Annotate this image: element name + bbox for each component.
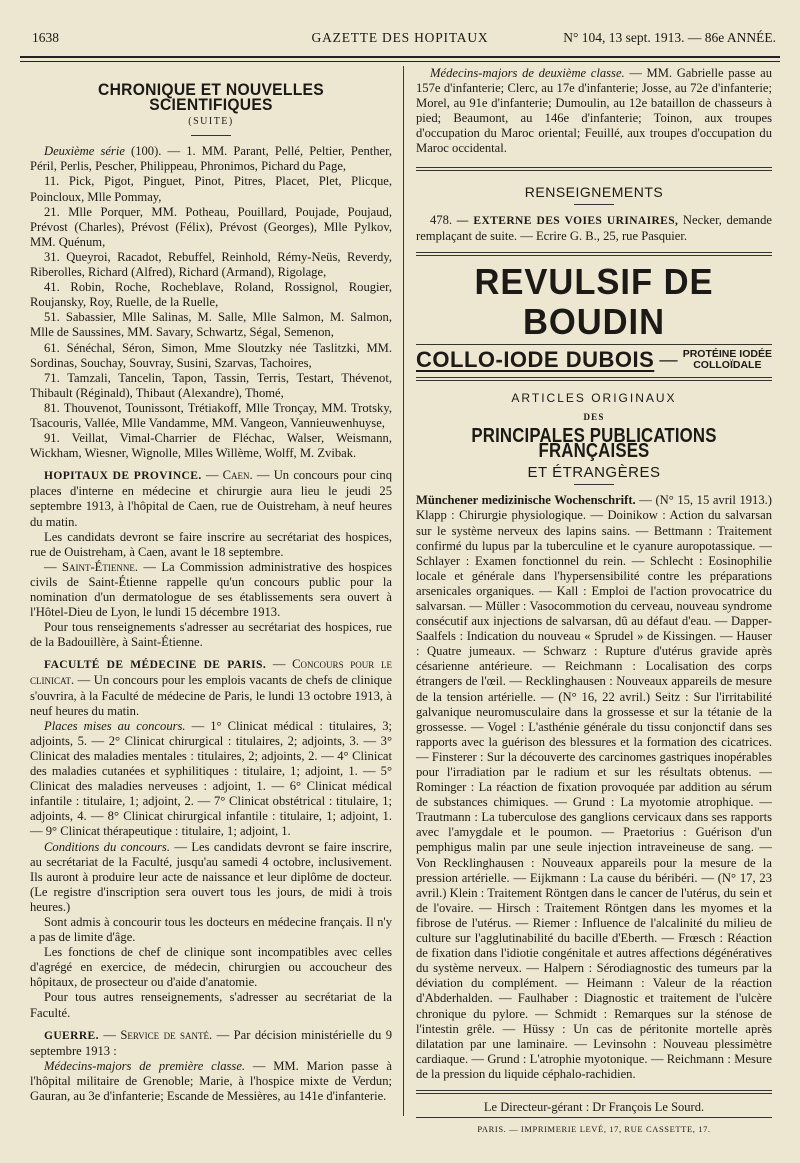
section-title: CHRONIQUE ET NOUVELLES SCIENTIFIQUES [98, 80, 324, 115]
list-paragraph: 81. Thouvenot, Tounissont, Trétiakoff, Mlle Tronçay, MM. Trotsky, Tsacouris, Vallée, Mlle Vandamme, MM. Vangeon, Vannieuwenhuyse, [30, 400, 392, 430]
renseignements-title: RENSEIGNEMENTS [524, 183, 664, 200]
news-text: — Les candidats devront se faire inscrire, au secrétariat de la Faculté, jusqu'au samedi 4 octobre, inclusivement. Ils auront à produire leur acte de naissance et leur diplôme de docteur. (Le registre d'inscription sera ouvert tous les jours, de midi à trois heures.) [30, 839, 392, 914]
advert-desc-line2: COLLOÏDALE [693, 358, 762, 371]
news-paragraph [416, 66, 772, 157]
news-paragraph: Les fonctions de chef de clinique sont incompatibles avec celles d'agrégé en exercice, de médecin, chirurgien ou accoucheur des hôpitaux, de prosecteur ou d'aide d'anatomie. [30, 945, 392, 990]
news-text: — MM. Marion passe à l'hôpital militaire de Grenoble; Marie, à l'hospice mixte de Verdun; Gauran, au 3e d'infanterie; Escande de Messières, au 141e d'infanterie. [30, 1058, 392, 1103]
articles-title: ARTICLES ORIGINAUX [511, 390, 677, 405]
news-label: Médecins-majors de deuxième classe. [430, 66, 625, 80]
journal-name: Münchener medizinische Wochenschrift. [416, 493, 636, 508]
news-paragraph [30, 1028, 392, 1059]
list-paragraph: 21. Mlle Porquer, MM. Potheau, Pouillard, Poujade, Poujaud, Prévost (Charles), Prévost (Félix), Prévost (Georges), Mlle Pylkov, MM. Quénum, [30, 204, 392, 249]
news-label: Médecins-majors de première classe. [44, 1058, 246, 1073]
ad-rule-mid [416, 344, 772, 345]
ad-heading: — EXTERNE DES VOIES URINAIRES, [452, 214, 679, 227]
advert-desc-line1: PROTÉINE IODÉE [682, 347, 772, 360]
news-subheading: — Caen. [201, 468, 253, 483]
news-paragraph: Pour tous renseignements s'adresser au secrétariat des hospices, rue de la Badouillère, à Saint-Étienne. [30, 620, 392, 650]
news-subheading: — Concours pour le clinicat. [30, 657, 392, 688]
news-text: — MM. Gabrielle passe au 157e d'infanterie; Clerc, au 17e d'infanterie; Josse, au 72e d'infanterie; Morel, au 91e d'infanterie; Dumoulin, au 12e bataillon de chasseurs à pied; Beaumont, au 146e d'infanterie; Toinon, aux troupes d'occupation du Maroc oriental; Feuillé, aux troupes d'occupation du Maroc occidental. [416, 66, 772, 156]
news-paragraph [30, 560, 392, 620]
news-paragraph: Pour tous autres renseignements, s'adresser au secrétariat de la Faculté. [30, 990, 392, 1020]
advert-dash: — [659, 349, 678, 370]
advert-collo-iode [416, 349, 772, 371]
advert-description [683, 349, 772, 371]
title-rule [191, 135, 231, 136]
section-rule [416, 167, 772, 171]
footer-rule [416, 1090, 772, 1094]
page-header [20, 30, 780, 54]
ad-text: Necker, demande remplaçant de suite. — Ecrire G. B., 25, rue Pasquier. [416, 212, 772, 243]
director-line: Le Directeur-gérant : Dr François Le Sourd. [483, 1099, 705, 1114]
news-label: Conditions du concours. [44, 839, 170, 854]
journal-title: GAZETTE DES HOPITAUX [311, 30, 489, 45]
news-paragraph [30, 1059, 392, 1104]
news-text: — Un concours pour cinq places d'interne en médecine et chirurgie aura lieu le jeudi 25 septembre 1913, à l'hôpital de Caen, rue de Ouistreham, à neuf heures du matin. [30, 468, 392, 529]
review-text: — (N° 15, 15 avril 1913.) Klapp : Chirurgie physiologique. — Doinikow : Action du salvarsan sur le système nerveux des lapins sains. — Bettmann : Traitement confirmé du lupus par la tuberculine et le cyanure auropotassique. — Schlayer : Examen fonctionnel du rein. — Schlecht : Eosinophilie locale et générale dans l'hypersensibilité contre les préparations arsenicales organiques. — Kall : Emploi de l'action provocatrice du salvarsan. — Müller : Vasocommotion du cerveau, nouveau syndrome consécutif aux injections de salvarsan, dû au défaut d'eau. — Dapper-Saalfels : Indication du nouveau « Sprudel » de Kissingen. — Hauser : Quatre jumeaux. — Schwarz : Rupture d'utérus gravide après césarienne antérieure. — Reichmann : Localisation des corps étrangers de l'œil. — Recklinghausen : Nouveaux appareils de mesure de la tension artérielle. — (N° 16, 22 avril.) Seitz : Sur l'irritabilité galvanique neuromusculaire dans la grossesse et sur la tétanie de la grossesse. — Vogel : L'asthénie générale du tissu conjonctif dans ses rapports avec la guérison des blessures et la formation des cicatrices. — Finsterer : Sur la découverte des carcinomes gastriques inopérables pour l'irradiation par le radium et sur les résultats obtenus. — Rominger : La réaction de fixation provoquée par addition au sérum de substances chimiques. — Grund : La myotomie atrophique. — Trautmann : La tuberculose des ganglions cervicaux dans ses rapports avec l'amygdale et le poumon. — Praetorius : Guérison d'un pemphigus malin par une seule injection intraveineuse de sang. — Von Recklinghausen : Nouveaux appareils pour la mesure de la pression artérielle. — Eijkmann : La cause du béribéri. — (N° 17, 23 avril.) Klein : Traitement Röntgen dans le cancer de l'utérus, du sein et de l'ovaire. — Hirsch : Traitement Röntgen dans les myomes et la fibrose de l'utérus. — Riemer : Influence de l'alcalinité du milieu de culture sur l'agglutinabilité du bacille d'Eberth. — Frœsch : Réaction de fixation dans l'idiotie congénitale et autres affections dégénératives du système nerveux. — Halpern : Sérodiagnostic des tumeurs par la déviation du complément. — Heimann : Valeur de la réaction d'Abderhalden. — Faulhaber : Diagnostic et traitement de l'ulcère chronique du pylore. — Schmidt : Remarques sur la sténose de l'intestin grêle. — Hüssy : Un cas de péritonite mortelle après dilatation par une laminaire. — Levinsohn : Nouveau plessimètre cardiaque. — Grund : L'atrophie myotonique. — Reichmann : Mesure de la pression du liquide céphalo-rachidien. [416, 493, 772, 1081]
advert-revulsif: REVULSIF DE BOUDIN [474, 260, 714, 342]
issue-info: N° 104, 13 sept. 1913. — 86e ANNÉE. [563, 30, 776, 45]
news-text: — 1° Clinicat médical : titulaires, 3; adjoints, 5. — 2° Clinicat chirurgical : titulaires, 2; adjoints, 3. — 3° Clinicat des maladies mentales : titulaires, 2; adjoints, 2. — 4° Clinicat des maladies cutanées et syphilitiques : titulaire, 1; adjoint, 1. — 5° Clinicat des maladies nerveuses : adjoint, 1. — 6° Clinicat médical infantile : titulaire, 1; adjoint, 2. — 7° Clinicat obstétrical : titulaire, 1; adjoints, 4. — 8° Clinicat chirurgical infantile : titulaire, 1; adjoint, 1. — 9° Clinicat thérapeutique : titulaire, 1; adjoint, 1. [30, 718, 392, 839]
list-paragraph: 41. Robin, Roche, Rocheblave, Roland, Rossignol, Rougier, Roujansky, Roy, Ruelle, de la Ruelle, [30, 280, 392, 310]
news-subheading: — Service de santé. [98, 1027, 213, 1042]
footer-rule-2 [416, 1117, 772, 1118]
title-rule [574, 484, 614, 485]
news-subheading: — Saint-Étienne. [44, 559, 138, 574]
title-rule [574, 204, 614, 205]
news-paragraph: Sont admis à concourir tous les docteurs en médecine français. Il n'y a pas de limite d'âge. [30, 914, 392, 945]
right-column [416, 66, 772, 1141]
ad-number: 478. [430, 212, 453, 227]
news-label: Places mises au concours. [44, 718, 186, 733]
list-paragraph: 91. Veillat, Vimal-Charrier de Fléchac, Walser, Weismann, Wickham, Wiesner, Wignolle, Mlles Willème, Wolff, M. Zvibak. [30, 431, 392, 461]
news-text: — Un concours pour les emplois vacants de chefs de clinique s'ouvrira, à la Faculté de médecine de Paris, le lundi 13 octobre 1913, à neuf heures du matin. [30, 673, 392, 718]
series-label: Deuxième série [44, 144, 125, 159]
review-paragraph [416, 493, 772, 1082]
classified-ad [416, 213, 772, 244]
ad-rule-top [416, 252, 772, 256]
news-heading: GUERRE. [44, 1029, 99, 1042]
page-number: 1638 [32, 30, 59, 45]
list-paragraph: 11. Pick, Pigot, Pinguet, Pinot, Pitres, Placet, Plet, Plicque, Poincloux, Mlle Pommay, [30, 174, 392, 204]
header-rule [20, 56, 780, 62]
list-paragraph: 51. Sabassier, Mlle Salinas, M. Salle, Mlle Salmon, M. Salmon, Mlle de Saussines, MM. Savary, Schwartz, Ségal, Semenon, [30, 310, 392, 340]
section-subtitle: (SUITE) [188, 116, 234, 128]
news-paragraph [30, 840, 392, 915]
list-paragraph [30, 144, 392, 174]
list-paragraph: 71. Tamzali, Tancelin, Tapon, Tassin, Terris, Testart, Thévenot, Thibault (Réginald), Thibaut (Alexandre), Thomé, [30, 370, 392, 400]
news-text: — La Commission administrative des hospices civils de Saint-Étienne rappelle qu'un concours public pour la nomination d'un dermatologue de ses établissements sera ouvert à l'Hôtel-Dieu de Lyon, le lundi 15 décembre 1913. [30, 559, 393, 620]
articles-des: DES [583, 411, 605, 422]
imprint-line: PARIS. — IMPRIMERIE LEVÉ, 17, RUE CASSETTE, 17. [477, 1124, 711, 1135]
articles-main-title: PRINCIPALES PUBLICATIONS FRANÇAISES [471, 425, 717, 463]
news-paragraph [30, 657, 392, 718]
list-paragraph: 31. Queyroi, Racadot, Rebuffel, Reinhold, Rémy-Neüs, Reverdy, Riberolles, Richard (Alfred), Richard (Armand), Rigolage, [30, 249, 392, 280]
news-paragraph [30, 719, 392, 840]
advert-product: COLLO-IODE DUBOIS [416, 347, 655, 373]
articles-subtitle: ET ÉTRANGÈRES [527, 464, 661, 482]
news-text: — Par décision ministérielle du 9 septembre 1913 : [30, 1027, 392, 1058]
news-paragraph [30, 468, 392, 529]
news-heading: HOPITAUX DE PROVINCE. [44, 470, 202, 483]
column-divider [403, 66, 404, 1116]
list-text: (100). — 1. MM. Parant, Pellé, Peltier, Penther, Péril, Perlis, Pescher, Philippeau, Phronimos, Pichard du Page, [30, 144, 392, 174]
news-paragraph: Les candidats devront se faire inscrire au secrétariat des hospices, rue de Ouistreham, à Caen, avant le 18 septembre. [30, 529, 392, 559]
list-paragraph: 61. Sénéchal, Séron, Simon, Mme Sloutzky née Taslitzki, MM. Sordinas, Souchay, Souvray, Susini, Szarvas, Tachoires, [30, 340, 392, 370]
news-heading: FACULTÉ DE MÉDECINE DE PARIS. [44, 659, 267, 672]
left-column [30, 66, 392, 1104]
ad-rule-bottom [416, 377, 772, 381]
